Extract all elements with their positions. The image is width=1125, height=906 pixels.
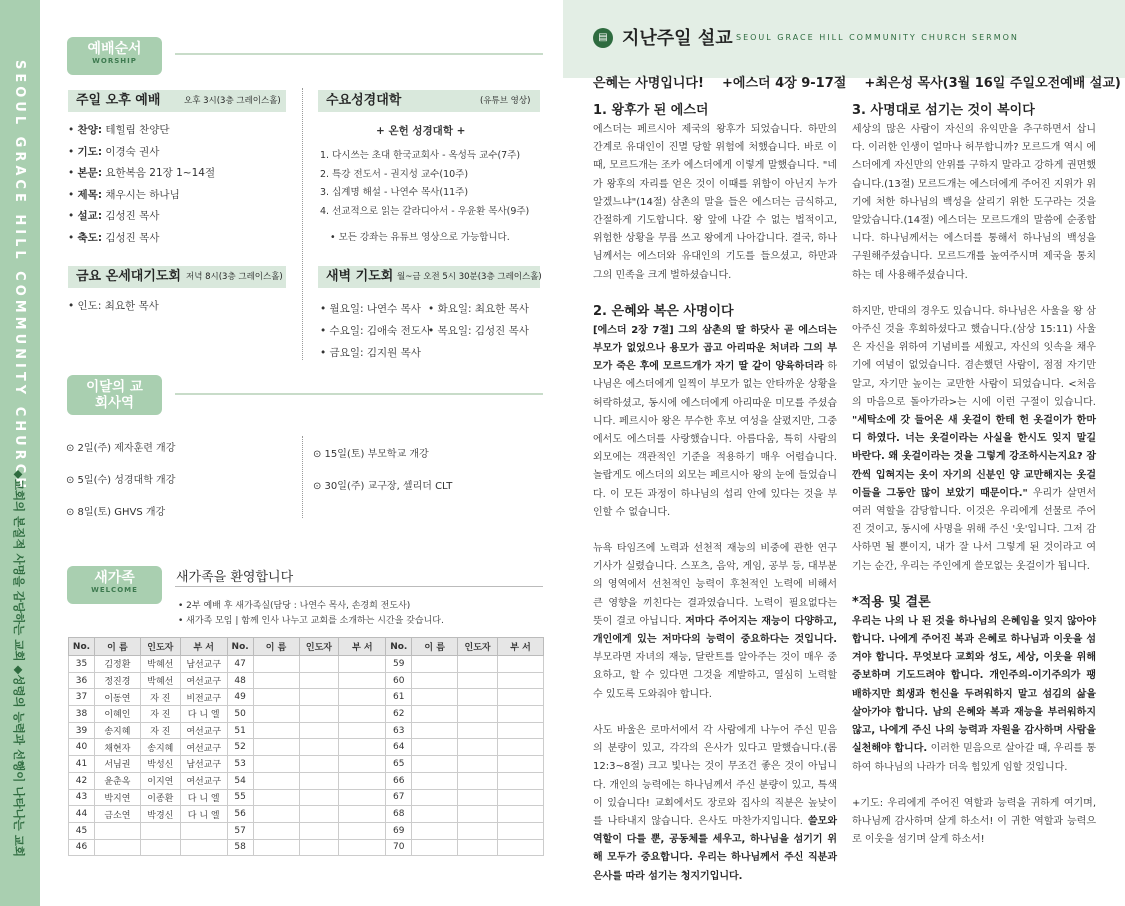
book-icon: ▤	[593, 28, 613, 48]
table-header-row	[69, 638, 544, 656]
table-cell	[458, 839, 498, 856]
newcomers-note: • 2부 예배 후 새가족실(담당 : 나연수 목사, 손경희 전도사)	[178, 601, 411, 611]
col-guide: 인도자	[140, 638, 180, 656]
col-no: No.	[386, 638, 412, 656]
table-cell: 이지연	[140, 772, 180, 789]
table-cell: 69	[386, 822, 412, 839]
table-cell	[339, 756, 386, 773]
table-cell	[299, 789, 339, 806]
event-item: ⊙ 5일(수) 성경대학 개강	[66, 475, 176, 486]
table-cell: 52	[227, 739, 253, 756]
table-cell	[339, 839, 386, 856]
sermon-header-sub: SEOUL GRACE HILL COMMUNITY CHURCH SERMON	[736, 33, 1019, 42]
table-row	[69, 689, 544, 706]
fri-sub: 저녁 8시(3층 그레이스홀)	[186, 272, 283, 282]
newcomers-note: • 새가족 모임 | 함께 인사 나누고 교회를 소개하는 시간을 갖습니다.	[178, 616, 444, 626]
table-cell	[498, 772, 544, 789]
col-name: 이 름	[94, 638, 140, 656]
table-cell: 54	[227, 772, 253, 789]
table-cell	[339, 822, 386, 839]
table-cell: 61	[386, 689, 412, 706]
bold-text: 쓸모와 역할이 다를 뿐, 공동체를 세우고, 하나님을 섬기기 위해 모두가 중요합니다. 우리는 하나님께서 주신 직분과 은사를 따라 섬기는 청지기입니다.	[593, 815, 837, 882]
col-dept: 부 서	[339, 638, 386, 656]
table-cell	[299, 672, 339, 689]
table-row	[69, 772, 544, 789]
table-cell	[253, 789, 299, 806]
table-cell	[180, 839, 227, 856]
table-cell	[412, 822, 458, 839]
table-row	[69, 789, 544, 806]
table-cell: 여선교구	[180, 772, 227, 789]
table-cell	[140, 822, 180, 839]
table-cell: 박경신	[140, 806, 180, 823]
table-cell: 여선교구	[180, 722, 227, 739]
paragraph	[593, 322, 837, 522]
paragraph	[593, 540, 837, 704]
table-cell	[253, 822, 299, 839]
table-cell	[299, 689, 339, 706]
prayer: +기도: 우리에게 주어진 역할과 능력을 귀하게 여기며, 하나님께 감사하며 살게 하소서! 이 귀한 역할과 능력으로 이웃을 섬기며 살게 하소서!	[852, 797, 1096, 846]
text-span: 우리가 살면서 여러 역할을 감당합니다. 이것은 우리에게 선물로 주어진 것이고, 동시에 사명을 위해 주신 '옷'입니다. 그저 감사하면 될 뿐이지, 내가 잘 나서 그렇게 된 것이라고 여기는 순간, 우리는 주인에게 쓸모없는 옷걸이가 됩니다.	[852, 487, 1096, 572]
table-cell: 다 니 엘	[180, 789, 227, 806]
wed-item: 2. 특강 전도서 - 권지성 교수(10주)	[320, 168, 469, 180]
sunday-item-value: 이경숙 권사	[102, 145, 160, 158]
table-cell	[299, 772, 339, 789]
table-cell: 51	[227, 722, 253, 739]
text-span: 하지만, 반대의 경우도 있습니다. 하나님은 사울을 왕 삼아주신 것을 후회하셨다고 했습니다.(삼상 15:11) 사울은 자신을 위하여 기념비를 세웠고, 자신의 잇속을 채우기에 여념이 없었습니다. 겸손했던 사람이, 점점 자기만 알고, 자기만 높이는 교만한 사람이 되었습니다. <처음의 마음으로 돌아가라>는 시에 이런 구절이 있습니다.	[852, 305, 1096, 408]
paragraph	[852, 613, 1096, 777]
events-pill	[67, 375, 162, 415]
table-cell: 48	[227, 672, 253, 689]
sermon-header-title: 지난주일 설교	[622, 28, 733, 49]
table-cell	[458, 772, 498, 789]
sermon-col-left	[593, 102, 837, 904]
sunday-item: • 본문: 요한복음 21장 1~14절	[68, 167, 216, 179]
sunday-item-key: 찬양:	[77, 124, 103, 136]
newcomers-title: 새가족을 환영합니다	[176, 570, 294, 585]
divider	[175, 393, 543, 395]
worship-pill-label: 예배순서	[87, 41, 142, 57]
sermon-col-right	[852, 102, 1096, 867]
bold-text: [에스더 2장 7절] 그의 삼촌의 딸 하닷사 곧 에스더는 부모가 없었으나 용모가 곱고 아리따운 처녀라 그의 부모가 죽은 후에 모르드개가 자기 딸 같이 양육하더라	[593, 324, 837, 373]
table-row	[69, 706, 544, 723]
table-cell	[412, 706, 458, 723]
table-cell: 66	[386, 772, 412, 789]
table-cell	[412, 789, 458, 806]
sunday-item-key: 축도:	[77, 231, 103, 244]
table-cell	[458, 822, 498, 839]
table-cell	[253, 656, 299, 673]
table-cell	[458, 806, 498, 823]
table-cell: 송지혜	[94, 722, 140, 739]
table-cell	[412, 739, 458, 756]
dawn-sub: 월~금 오전 5시 30분(3층 그레이스홀)	[397, 272, 542, 282]
table-cell: 35	[69, 656, 95, 673]
dawn-wed: • 수요일: 김애숙 전도사	[320, 325, 432, 337]
table-cell: 송지혜	[140, 739, 180, 756]
table-cell	[412, 772, 458, 789]
sunday-item: • 축도: 김성진 목사	[68, 231, 160, 244]
table-cell	[299, 739, 339, 756]
table-cell	[299, 806, 339, 823]
table-cell: 이종환	[140, 789, 180, 806]
table-cell	[412, 756, 458, 773]
table-cell	[339, 706, 386, 723]
section-heading: *적용 및 결론	[852, 594, 931, 610]
table-cell	[253, 839, 299, 856]
table-cell	[299, 656, 339, 673]
table-row	[69, 756, 544, 773]
table-cell: 42	[69, 772, 95, 789]
table-cell	[498, 839, 544, 856]
table-cell: 38	[69, 706, 95, 723]
table-cell: 박혜선	[140, 672, 180, 689]
table-cell	[458, 739, 498, 756]
table-cell: 45	[69, 822, 95, 839]
text-span: 사도 바울은 로마서에서 각 사람에게 나누어 주신 믿음의 분량이 있고, 각각의 은사가 있다고 말했습니다.(롬 12:3~8절) 크고 빛나는 것이 무조건 좋은 것이 아닙니다. 개인의 능력에는 하나님께서 주신 분량이 있고, 특색이 있습니다! 교회에서도 장로와 집사의 직분은 높낮이를 나타내지 않습니다. 은사도 마찬가지입니다.	[593, 724, 837, 827]
table-cell: 37	[69, 689, 95, 706]
wed-item: 1. 다시쓰는 초대 한국교회사 - 옥성득 교수(7주)	[320, 150, 521, 161]
dawn-fri: • 금요일: 김지원 목사	[320, 347, 421, 359]
table-cell: 남선교구	[180, 656, 227, 673]
table-cell	[253, 739, 299, 756]
table-cell	[339, 672, 386, 689]
col-guide: 인도자	[299, 638, 339, 656]
table-cell: 50	[227, 706, 253, 723]
table-cell: 여선교구	[180, 739, 227, 756]
table-cell	[299, 756, 339, 773]
table-cell	[339, 656, 386, 673]
sunday-item-value: 김성진 목사	[102, 231, 160, 244]
text-span: 이러한 믿음으로 살아갈 때, 우리를 통하여 하나님의 나라가 더욱 힘있게 임할 것입니다.	[852, 743, 1096, 773]
paragraph	[593, 722, 837, 886]
dawn-thu: • 목요일: 김성진 목사	[428, 325, 529, 337]
table-cell	[498, 789, 544, 806]
divider	[175, 586, 543, 587]
bold-text: 우리는 나의 나 된 것을 하나님의 은혜임을 잊지 않아야 합니다. 나에게 주어진 복과 은혜로 하나님과 이웃을 섬겨야 합니다. 무엇보다 교회와 성도, 세상, 이웃을 위해 중보하며 기도드려야 합니다. 개인주의-이기주의가 팽배하지만 희생과 헌신을 두려워하지 말고 섬김의 삶을 살아가야 합니다. 남의 은혜와 복과 재능을 부러워하지 않고, 나에게 주신 나의 능력과 자원을 감사하며 사람을 실천해야 합니다.	[852, 615, 1096, 755]
table-cell	[140, 839, 180, 856]
table-cell: 윤춘옥	[94, 772, 140, 789]
table-cell	[498, 656, 544, 673]
table-cell	[412, 672, 458, 689]
table-cell: 다 니 엘	[180, 806, 227, 823]
sunday-item: • 기도: 이경숙 권사	[68, 145, 160, 158]
table-cell: 비전교구	[180, 689, 227, 706]
wed-item: 4. 선교적으로 읽는 갈라디아서 - 우윤환 목사(9주)	[320, 205, 530, 217]
table-row	[69, 839, 544, 856]
table-cell	[253, 689, 299, 706]
event-item: ⊙ 15일(토) 부모학교 개강	[313, 449, 429, 460]
table-cell	[299, 722, 339, 739]
table-cell: 자 진	[140, 706, 180, 723]
events-pill-label: 이달의 교회사역	[86, 379, 143, 411]
table-cell	[412, 839, 458, 856]
table-cell	[253, 672, 299, 689]
wed-item: 3. 십계명 해설 - 나연수 목사(11주)	[320, 187, 469, 198]
newcomers-pill-en: WELCOME	[91, 586, 138, 594]
col-name: 이 름	[253, 638, 299, 656]
table-cell: 정진경	[94, 672, 140, 689]
table-cell	[458, 706, 498, 723]
table-cell	[339, 722, 386, 739]
table-cell: 55	[227, 789, 253, 806]
table-cell	[498, 739, 544, 756]
table-cell	[498, 706, 544, 723]
sermon-title: 은혜는 사명입니다! +에스더 4장 9-17절 +최은성 목사(3월 16일 주일오전예배 설교)	[593, 76, 1121, 91]
bold-text: "세탁소에 갓 들어온 새 옷걸이 한테 헌 옷걸이가 한마디 하였다. 너는 옷걸이라는 사실을 한시도 잊지 말길 바란다. 왜 옷걸이라는 것을 그렇게 강조하시는지요? 잠깐씩 입혀지는 옷이 자기의 신분인 양 교만해지는 옷걸이들을 그동안 많이 보았기 때문이다."	[852, 415, 1096, 499]
wed-note: • 모든 강좌는 유튜브 영상으로 가능합니다.	[330, 232, 510, 243]
dawn-title: 새벽 기도회	[326, 269, 394, 284]
table-cell	[498, 672, 544, 689]
wed-title: 수요성경대학	[326, 93, 402, 108]
divider	[175, 53, 543, 55]
table-cell: 서님권	[94, 756, 140, 773]
table-cell: 44	[69, 806, 95, 823]
church-name-vertical: SEOUL GRACE HILL COMMUNITY CHURCH	[12, 60, 27, 493]
table-cell	[458, 672, 498, 689]
table-cell: 박혜선	[140, 656, 180, 673]
table-cell: 채현자	[94, 739, 140, 756]
table-cell: 김정환	[94, 656, 140, 673]
table-cell	[299, 822, 339, 839]
event-item: ⊙ 30일(주) 교구장, 셀리더 CLT	[313, 481, 453, 492]
section-heading: 1. 왕후가 된 에스더	[593, 103, 709, 118]
wed-head: + 온헌 성경대학 +	[376, 125, 466, 137]
table-cell	[253, 706, 299, 723]
newcomers-pill-label: 새가족	[94, 570, 135, 586]
table-cell	[412, 656, 458, 673]
table-cell	[498, 722, 544, 739]
table-cell: 여선교구	[180, 672, 227, 689]
sunday-item: • 제목: 채우시는 하나님	[68, 188, 180, 201]
paragraph	[852, 303, 1096, 576]
section-heading: 3. 사명대로 섬기는 것이 복이다	[852, 103, 1035, 118]
col-dept: 부 서	[180, 638, 227, 656]
table-cell: 62	[386, 706, 412, 723]
table-cell	[299, 839, 339, 856]
table-cell	[299, 706, 339, 723]
table-cell: 박성신	[140, 756, 180, 773]
table-row	[69, 722, 544, 739]
table-cell	[412, 806, 458, 823]
table-cell: 70	[386, 839, 412, 856]
table-cell	[253, 772, 299, 789]
worship-pill-en: WORSHIP	[92, 57, 137, 65]
col-no: No.	[69, 638, 95, 656]
sunday-item-key: 제목:	[77, 188, 103, 201]
table-cell: 46	[69, 839, 95, 856]
table-cell: 65	[386, 756, 412, 773]
table-cell: 47	[227, 656, 253, 673]
table-cell: 64	[386, 739, 412, 756]
table-cell	[458, 656, 498, 673]
table-cell	[498, 756, 544, 773]
divider	[302, 436, 303, 518]
table-cell	[339, 739, 386, 756]
divider	[302, 88, 303, 360]
text-span: 뉴욕 타임즈에 노력과 선천적 재능의 비중에 관한 연구 기사가 실렸습니다. 스포츠, 음악, 게임, 공부 등, 대부분의 영역에서 선천적인 능력이 후천적인 노력에 비해서 큰 영향을 끼친다는 결과였습니다. 노력이 필요없다는 뜻이 결코 아닙니다.	[593, 543, 837, 627]
dawn-mon: • 월요일: 나연수 목사	[320, 303, 421, 315]
table-cell: 자 진	[140, 689, 180, 706]
col-name: 이 름	[412, 638, 458, 656]
sunday-item-value: 요한복음 21장 1~14절	[102, 167, 216, 179]
table-cell	[412, 722, 458, 739]
table-row	[69, 822, 544, 839]
table-cell	[498, 822, 544, 839]
table-row	[69, 656, 544, 673]
dawn-tue: • 화요일: 최요한 목사	[428, 303, 529, 315]
sunday-item-key: 설교:	[77, 210, 103, 222]
paragraph: 세상의 많은 사람이 자신의 유익만을 추구하면서 삽니다. 이러한 인생이 얼마나 허무합니까? 모르드개 역시 에스더에게 자신만의 안위를 구하지 말라고 강하게 권면했습니다.(13절) 모르드개는 에스더에게 주어진 지위가 위기에 처한 하나님의 백성을 살리기 위한 도구라는 것을 알았습니다.(14절) 에스더는 모르드개의 말씀에 순종합니다. 하나님께서는 에스더를 통해서 하나님의 백성을 구원해주셨습니다. 모르드개를 높여주시며 제국을 통치하는 데 사용해주셨습니다.	[852, 124, 1096, 281]
table-cell: 67	[386, 789, 412, 806]
table-cell: 다 니 엘	[180, 706, 227, 723]
sunday-title: 주일 오후 예배	[76, 93, 161, 108]
sunday-item-value: 테힐림 찬양단	[102, 124, 170, 136]
table-cell: 40	[69, 739, 95, 756]
fri-item: • 인도: 최요한 목사	[68, 300, 159, 312]
worship-pill	[67, 37, 162, 75]
table-cell	[458, 756, 498, 773]
table-cell	[94, 822, 140, 839]
table-cell	[94, 839, 140, 856]
table-cell: 56	[227, 806, 253, 823]
table-cell: 57	[227, 822, 253, 839]
table-cell: 43	[69, 789, 95, 806]
table-cell	[339, 789, 386, 806]
table-cell	[458, 722, 498, 739]
col-no: No.	[227, 638, 253, 656]
table-cell: 60	[386, 672, 412, 689]
table-row	[69, 672, 544, 689]
table-cell	[412, 689, 458, 706]
text-span: 부모라면 자녀의 재능, 달란트를 알아주는 것이 매우 중요하고, 할 수 있다면 그것을 계발하고, 열심히 노력할 수 있도록 도와줘야 합니다.	[593, 652, 837, 700]
newcomers-table	[68, 637, 544, 856]
table-cell: 41	[69, 756, 95, 773]
paragraph: 에스더는 페르시아 제국의 왕후가 되었습니다. 하만의 간계로 유대인이 진멸 당할 위험에 처했습니다. 바로 이 때, 모르드개는 조카 에스더에게 이렇게 말했습니다. "네가 왕후의 자리를 얻은 것이 이때를 위함이 아닌지 누가 알겠느냐"(14절) 삼촌의 말을 들은 에스더는 금식하고, 간절하게 기도합니다. 왕 앞에 나갈 수 없는 법적이고, 위험한 상황을 무릅 쓰고 왕에게 나아갑니다. 결국, 하나님께서는 에스더와 유대인의 기도를 들으셨고, 하만과 그의 민족을 크게 벌하셨습니다.	[593, 124, 837, 281]
table-cell: 59	[386, 656, 412, 673]
table-cell: 이혜인	[94, 706, 140, 723]
event-item: ⊙ 8일(토) GHVS 개강	[66, 507, 166, 518]
fri-title: 금요 온세대기도회	[76, 269, 181, 284]
sunday-item: • 설교: 김성진 목사	[68, 210, 160, 222]
table-cell: 이동연	[94, 689, 140, 706]
table-cell: 남선교구	[180, 756, 227, 773]
table-cell: 자 진	[140, 722, 180, 739]
table-cell	[339, 772, 386, 789]
sunday-item-value: 김성진 목사	[102, 210, 160, 222]
table-cell: 68	[386, 806, 412, 823]
church-motto-vertical: ◆교회의 본질적 사명을 감당하는 교회 ◆성령의 능력과 선행이 나타나는 교회	[12, 470, 26, 857]
table-cell	[339, 689, 386, 706]
event-item: ⊙ 2일(주) 제자훈련 개강	[66, 443, 176, 454]
table-cell: 금소연	[94, 806, 140, 823]
table-cell: 58	[227, 839, 253, 856]
sunday-item-value: 채우시는 하나님	[102, 188, 180, 201]
bold-text: 저마다 주어지는 재능이 다양하고, 개인에게 있는 저마다의 능력이 중요하다는 것입니다.	[593, 615, 838, 646]
table-cell: 63	[386, 722, 412, 739]
sunday-item-key: 본문:	[77, 167, 103, 179]
table-cell: 36	[69, 672, 95, 689]
col-guide: 인도자	[458, 638, 498, 656]
table-cell	[458, 789, 498, 806]
sunday-item-key: 기도:	[77, 145, 103, 158]
table-cell	[253, 806, 299, 823]
newcomers-pill	[67, 566, 162, 604]
table-cell	[458, 689, 498, 706]
table-cell: 39	[69, 722, 95, 739]
sunday-sub: 오후 3시(3층 그레이스홀)	[184, 96, 281, 106]
table-cell	[498, 689, 544, 706]
table-cell	[498, 806, 544, 823]
col-dept: 부 서	[498, 638, 544, 656]
table-cell	[253, 756, 299, 773]
sunday-item: • 찬양: 테힐림 찬양단	[68, 124, 170, 136]
section-heading: 2. 은혜와 복은 사명이다	[593, 303, 734, 319]
table-row	[69, 806, 544, 823]
table-row	[69, 739, 544, 756]
table-cell	[253, 722, 299, 739]
table-cell: 53	[227, 756, 253, 773]
table-cell	[180, 822, 227, 839]
table-cell: 49	[227, 689, 253, 706]
table-cell	[339, 806, 386, 823]
text-span: 하나님은 에스더에게 일찍이 부모가 없는 안타까운 상황을 허락하셨고, 동시에 에스더에게 아리따운 미모를 주셨습니다. 페르시아 왕은 무수한 후보 여성을 살폈지만, 그중에서도 에스더를 사랑했습니다. 아름다움, 특히 사람의 외모에는 객관적인 기준을 적용하기 매우 어렵습니다. 놀랍게도 에스더의 외모는 페르시아 왕의 눈에 들었습니다. 이 모든 과정이 하나님의 섭리 안에 있다는 것을 부인할 수 없습니다.	[593, 361, 838, 518]
wed-sub: (유튜브 영상)	[480, 96, 531, 106]
table-cell: 박지연	[94, 789, 140, 806]
